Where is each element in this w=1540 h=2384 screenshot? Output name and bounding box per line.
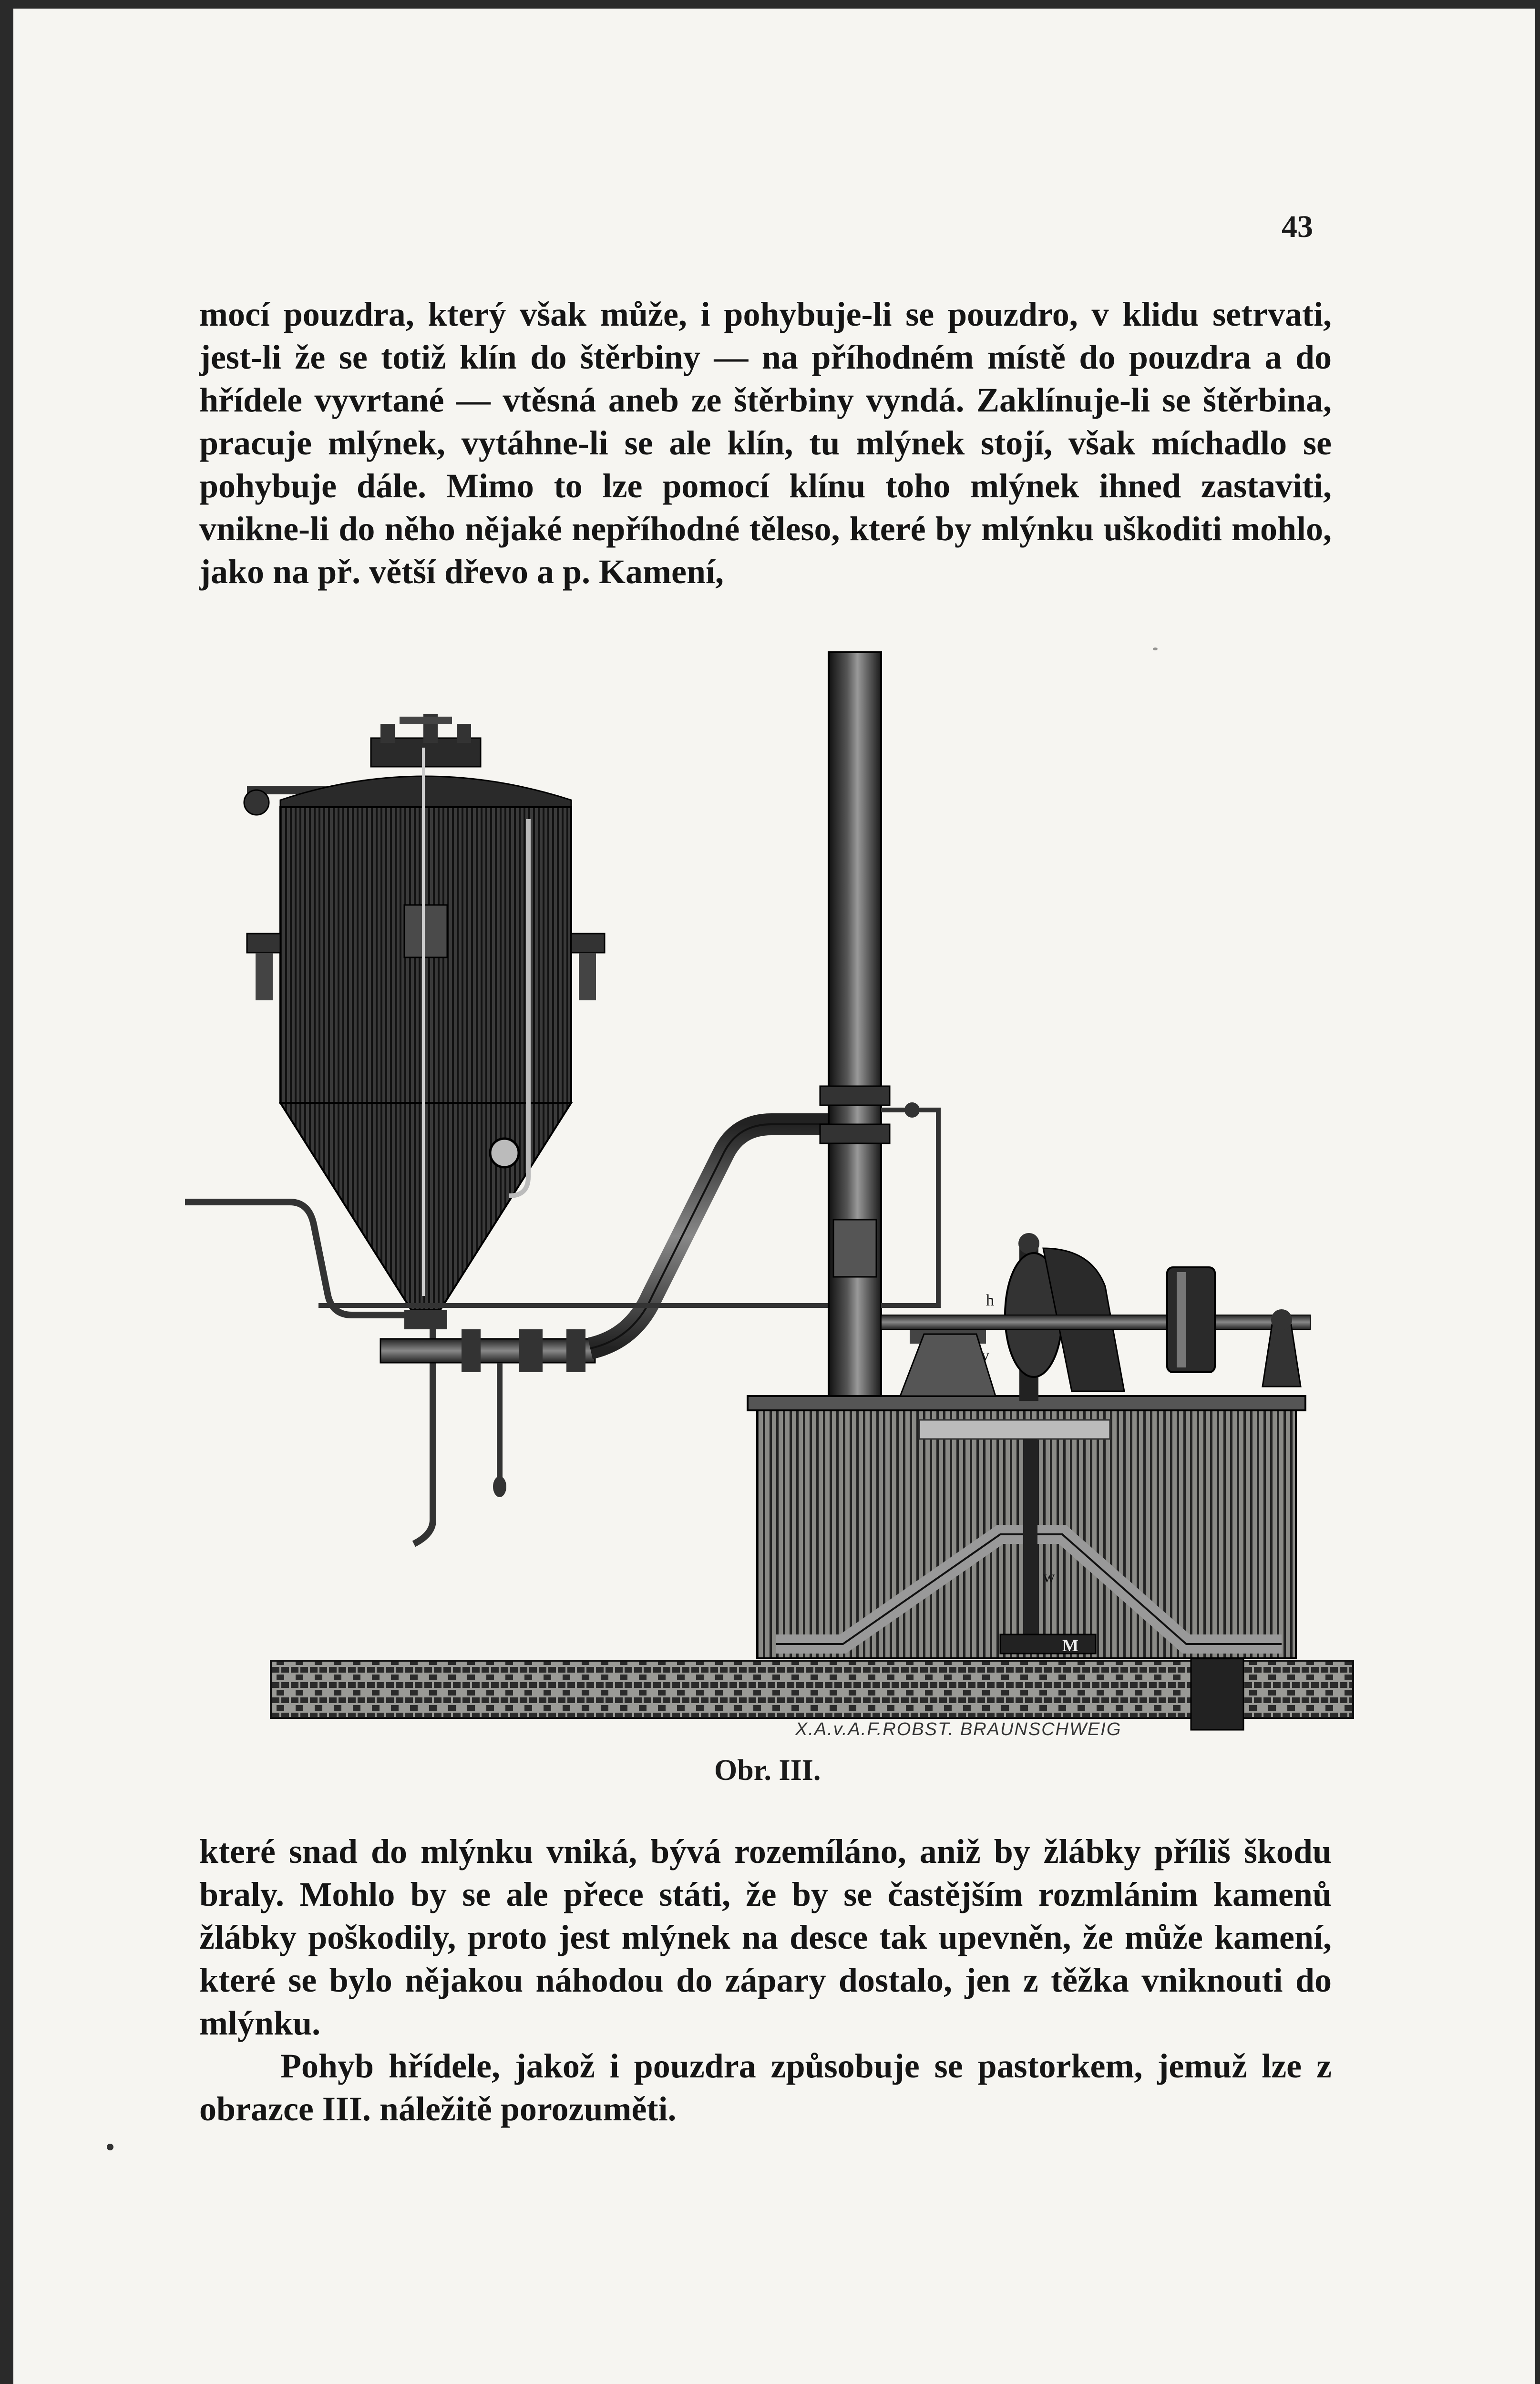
paragraph: které snad do mlýnku vniká, bývá rozemíláno, aniž by žlábky příliš škodu braly. Mohlo by se ale přece státi, že by se častějším rozmlánim kamenů žlábky poškodily, proto jest mlýnek na desce tak upevněn, že může kamení, které se bylo nějakou náhodou do zápary dostalo, jen z těžka vniknouti do mlýnku. [199, 1832, 1332, 2042]
label-w: w [1043, 1568, 1055, 1586]
figure-caption: Obr. III. [714, 1754, 821, 1787]
machine-engraving-figure [175, 628, 1367, 1754]
label-h: h [986, 1292, 994, 1309]
drive-gearing [881, 1233, 1310, 1401]
body-text-top [199, 293, 1332, 593]
book-page [13, 9, 1535, 2384]
body-text-bottom [199, 1830, 1332, 2130]
paragraph: Pohyb hřídele, jakož i pouzdra způsobuje se pastorkem, jemuž lze z obrazce III. náležitě porozuměti. [199, 2047, 1332, 2128]
chimney-stack [820, 652, 938, 1415]
paragraph: mocí pouzdra, který však může, i pohybuje-li se pouzdro, v klidu setrvati, jest-li že se totiž klín do štěrbiny — na příhodném místě do pouzdra a do hřídele vyvrtané — vtěsná aneb ze štěrbiny vyndá. Zaklínuje-li se štěrbina, pracuje mlýnek, vytáhne-li se ale klín, tu mlýnek stojí, však míchadlo se pohybuje dále. Mimo to lze pomocí klínu toho mlýnek ihned zastaviti, vnikne-li do něho nějaké nepříhodné těleso, které by mlýnku uškoditi mohlo, jako na př. větší dřevo a p. Kamení, [199, 295, 1332, 591]
engraver-signature: X.A.v.A.F.ROBST. BRAUNSCHWEIG [795, 1719, 1122, 1739]
label-m: M [1062, 1636, 1078, 1655]
label-v: v [981, 1346, 989, 1364]
boiler-vessel [244, 714, 605, 1544]
page-number: 43 [1282, 209, 1313, 244]
ink-speck [1153, 647, 1158, 650]
ink-speck [107, 2144, 113, 2150]
